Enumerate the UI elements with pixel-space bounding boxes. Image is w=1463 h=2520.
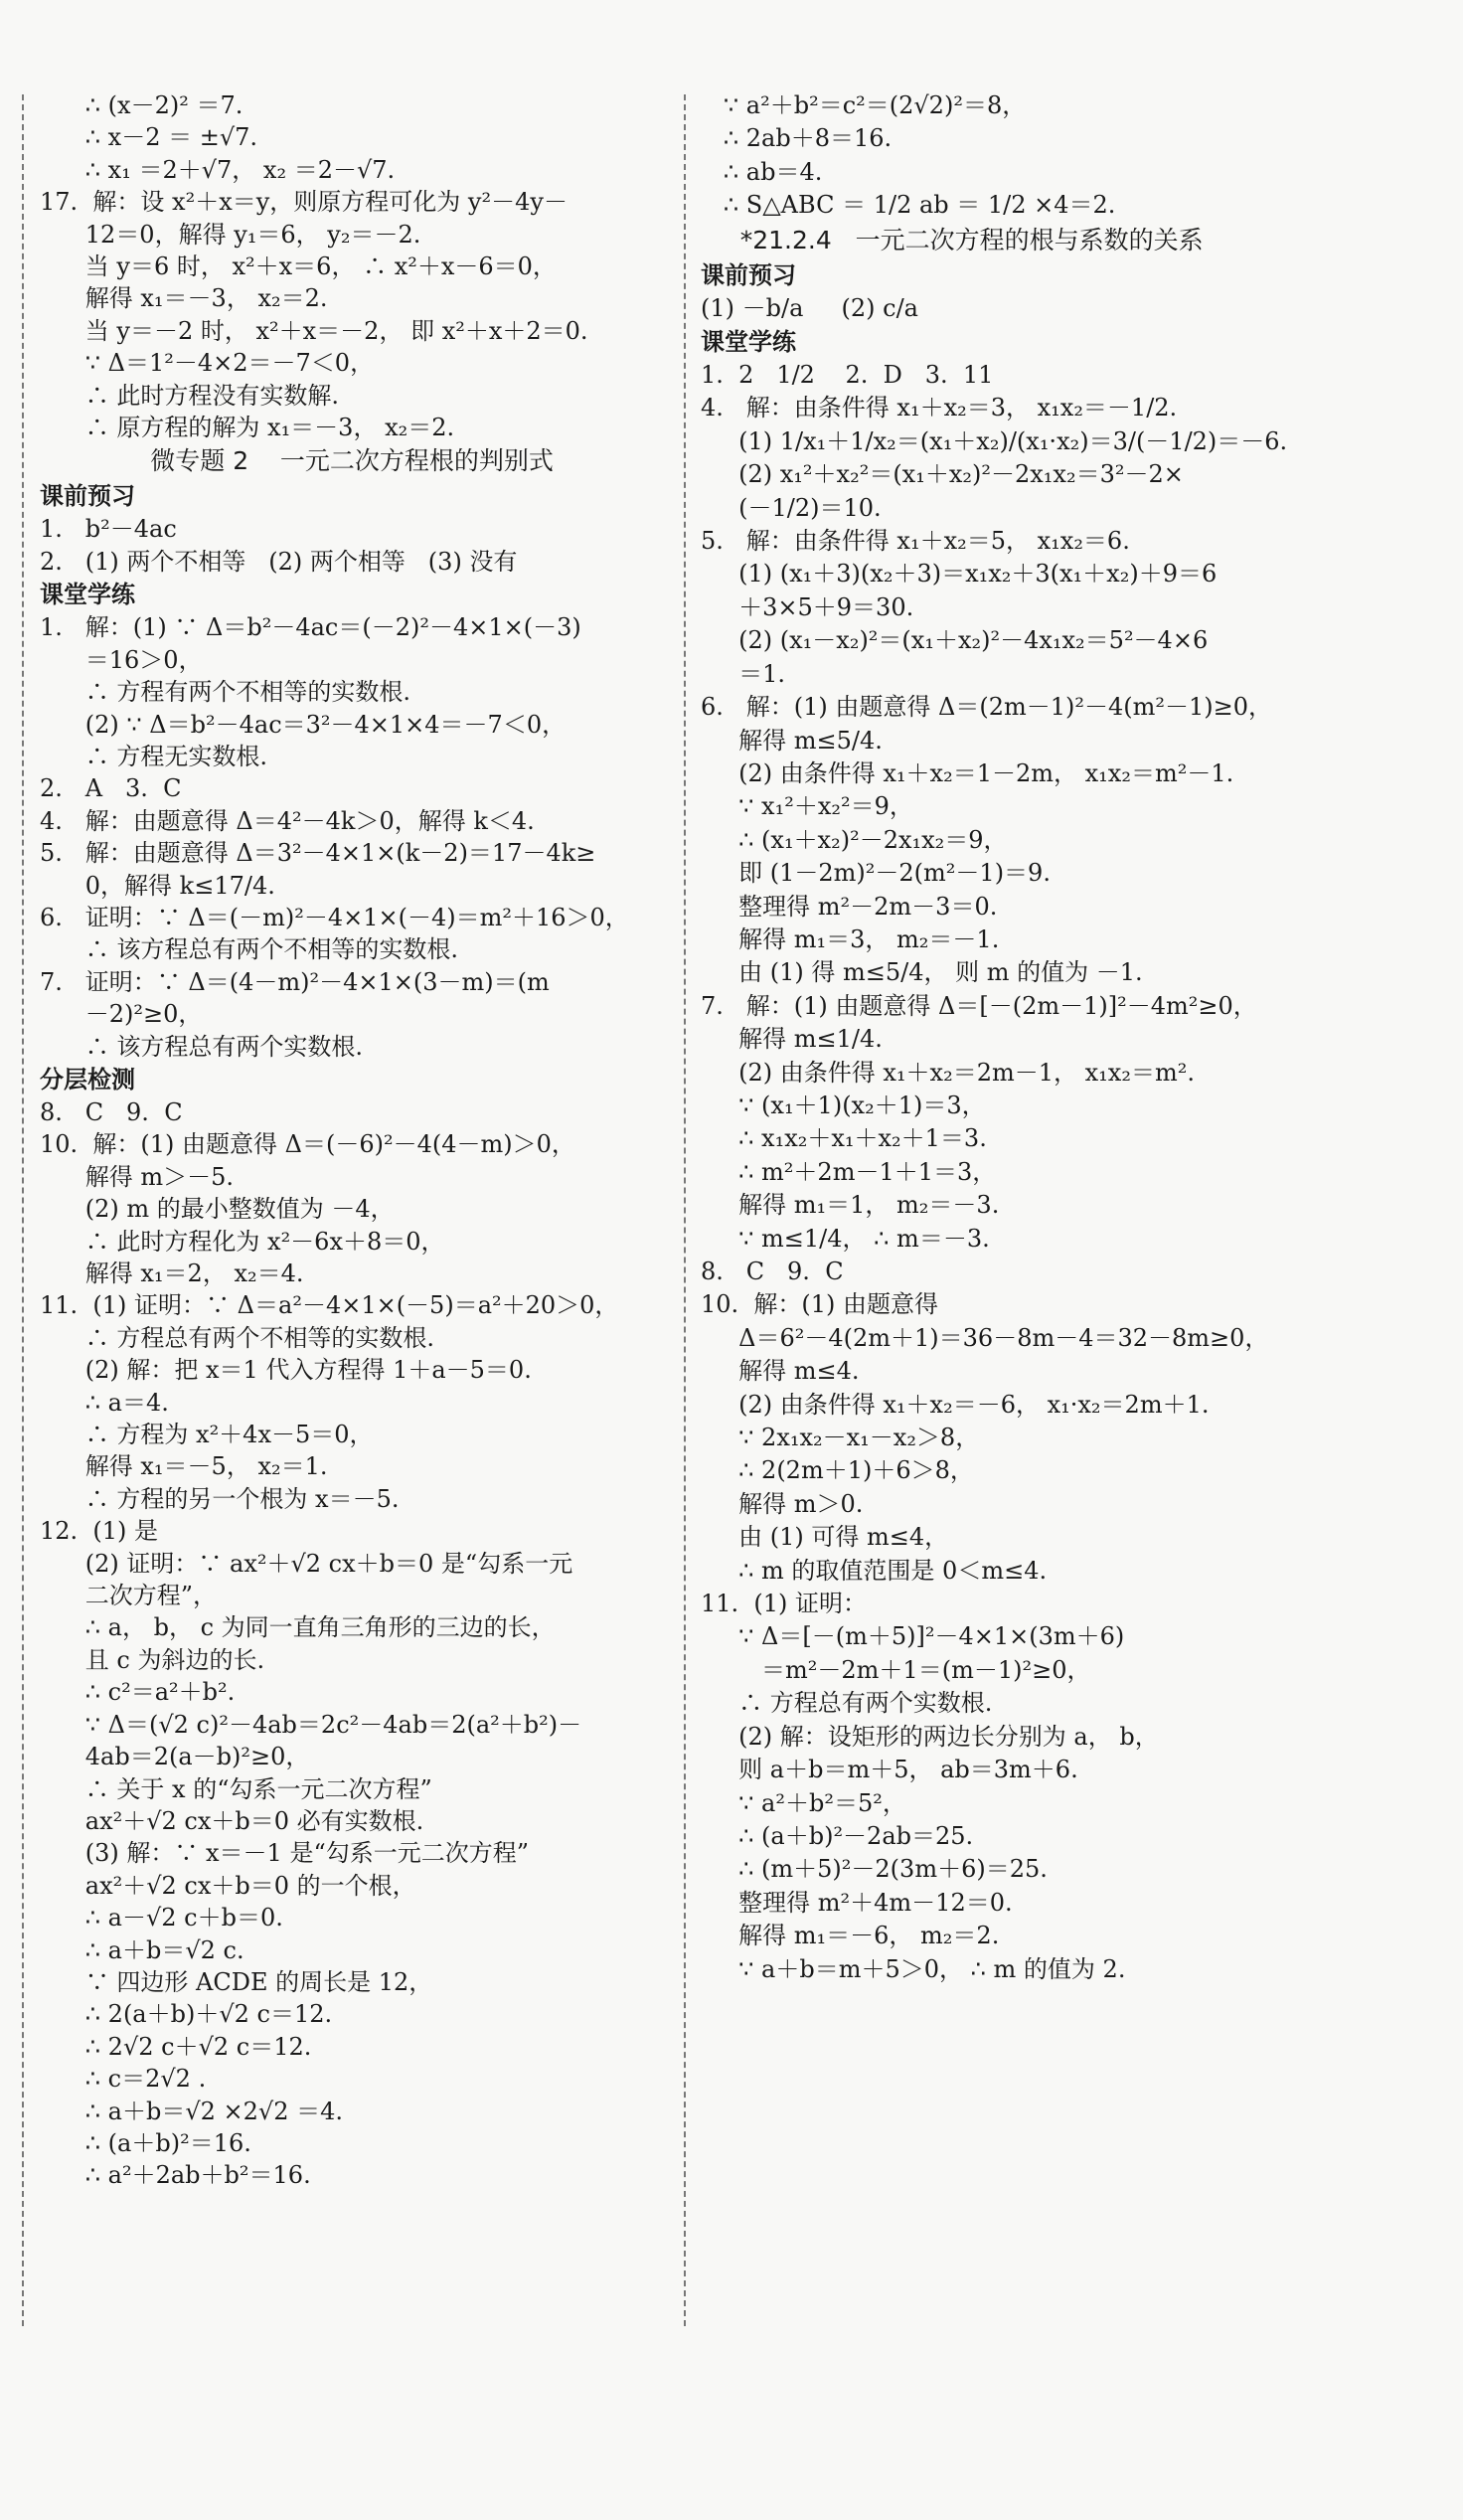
solution-line: 解得 m≤5/4. (701, 726, 883, 755)
solution-line: －2)²≥0， (40, 1000, 203, 1029)
solution-line: 7. 证明：∵ Δ＝(4－m)²－4×1×(3－m)＝(m (40, 967, 550, 996)
solution-line: ∴ x₁ ＝2＋√7， x₂ ＝2－√7. (40, 155, 396, 184)
solution-line: ∴ x－2 ＝ ±√7. (40, 123, 258, 152)
solution-line: ∴ a＋b＝√2 c. (40, 1935, 244, 1964)
solution-line: 二次方程”， (40, 1582, 218, 1610)
solution-line: ∵ (x₁＋1)(x₂＋1)＝3， (701, 1091, 986, 1119)
solution-line: ∴ (m＋5)²－2(3m＋6)＝25. (701, 1855, 1048, 1884)
solution-line: (2) ∵ Δ＝b²－4ac＝3²－4×1×4＝－7＜0， (40, 710, 567, 739)
solution-line: 由 (1) 可得 m≤4， (701, 1523, 949, 1552)
solution-line: 当 y＝6 时， x²＋x＝6， ∴ x²＋x－6＝0， (40, 252, 557, 281)
solution-line: (2) 解：设矩形的两边长分别为 a， b， (701, 1722, 1159, 1751)
solution-line: ∴ 方程有两个不相等的实数根. (40, 678, 411, 707)
solution-line: 解得 m₁＝3， m₂＝－1. (701, 924, 1000, 953)
left-column (40, 89, 656, 2192)
solution-line: 12＝0，解得 y₁＝6， y₂＝－2. (40, 220, 421, 249)
column-divider-dashed-line (684, 94, 686, 2326)
solution-line: (2) (x₁－x₂)²＝(x₁＋x₂)²－4x₁x₂＝5²－4×6 (701, 626, 1209, 655)
solution-line: (3) 解：∵ x＝－1 是“勾系一元二次方程” (40, 1839, 529, 1868)
solution-line: 解得 m≤4. (701, 1357, 860, 1386)
solution-line: ∴ m²＋2m－1＋1＝3， (701, 1157, 997, 1186)
solution-line: 12. (1) 是 (40, 1517, 159, 1546)
solution-line: 17. 解：设 x²＋x＝y，则原方程可化为 y²－4y－ (40, 188, 568, 217)
solution-line: ∴ (x－2)² ＝7. (40, 91, 244, 119)
section-heading: 课堂学练 (701, 328, 796, 357)
topic-title: 微专题 2 一元二次方程根的判别式 (40, 446, 554, 476)
solution-line: ∴ c＝2√2 . (40, 2065, 207, 2094)
solution-line: 2. A 3. C (40, 774, 182, 803)
solution-line: 则 a＋b＝m＋5， ab＝3m＋6. (701, 1756, 1078, 1784)
section-heading: 课前预习 (40, 482, 135, 511)
solution-line: ∴ S△ABC ＝ 1/2 ab ＝ 1/2 ×4＝2. (701, 191, 1116, 220)
solution-line: ∴ (x₁＋x₂)²－2x₁x₂＝9， (701, 825, 1008, 854)
solution-line: 2. (1) 两个不相等 (2) 两个相等 (3) 没有 (40, 547, 518, 576)
solution-line: ∴ 关于 x 的“勾系一元二次方程” (40, 1774, 432, 1803)
solution-line: 4. 解：由题意得 Δ＝4²－4k＞0，解得 k＜4. (40, 806, 535, 835)
solution-line: ∵ Δ＝(√2 c)²－4ab＝2c²－4ab＝2(a²＋b²)－ (40, 1710, 582, 1739)
solution-line: 4. 解：由条件得 x₁＋x₂＝3， x₁x₂＝－1/2. (701, 394, 1178, 422)
solution-line: 11. (1) 证明：∵ Δ＝a²－4×1×(－5)＝a²＋20＞0， (40, 1291, 619, 1320)
solution-line: 解得 m＞0. (701, 1489, 864, 1518)
solution-line: ∵ a²＋b²＝5²， (701, 1788, 906, 1817)
solution-line: ∵ a＋b＝m＋5＞0， ∴ m 的值为 2. (701, 1954, 1126, 1983)
solution-line: 4ab＝2(a－b)²≥0， (40, 1743, 310, 1771)
solution-line: 解得 x₁＝2， x₂＝4. (40, 1260, 304, 1287)
solution-line: ∴ 方程总有两个实数根. (701, 1689, 993, 1718)
solution-line: 1. 解：(1) ∵ Δ＝b²－4ac＝(－2)²－4×1×(－3) (40, 613, 581, 642)
solution-line: ∵ Δ＝1²－4×2＝－7＜0， (40, 349, 375, 378)
solution-line: ∴ 方程无实数根. (40, 742, 268, 770)
solution-line: 5. 解：由题意得 Δ＝3²－4×1×(k－2)＝17－4k≥ (40, 839, 596, 868)
solution-line: (1) －b/a (2) c/a (701, 293, 918, 322)
solution-line: 10. 解：(1) 由题意得 (701, 1290, 939, 1319)
solution-line: 解得 m₁＝－6， m₂＝2. (701, 1922, 1000, 1950)
solution-line: 1. 2 1/2 2. D 3. 11 (701, 361, 994, 390)
solution-line: 解得 x₁＝－5， x₂＝1. (40, 1452, 328, 1481)
section-heading: 课前预习 (701, 260, 796, 289)
solution-line: 6. 证明：∵ Δ＝(－m)²－4×1×(－4)＝m²＋16＞0， (40, 903, 629, 931)
solution-line: ∴ c²＝a²＋b². (40, 1678, 236, 1707)
solution-line: 即 (1－2m)²－2(m²－1)＝9. (701, 859, 1051, 888)
solution-line: ∴ 此时方程没有实数解. (40, 381, 340, 410)
solution-line: ∴ a²＋2ab＋b²＝16. (40, 2161, 311, 2190)
solution-line: 当 y＝－2 时， x²＋x＝－2， 即 x²＋x＋2＝0. (40, 316, 588, 345)
solution-line: ∴ 方程为 x²＋4x－5＝0， (40, 1421, 374, 1449)
solution-line: ∴ a－√2 c＋b＝0. (40, 1904, 283, 1932)
solution-line: ax²＋√2 cx＋b＝0 的一个根， (40, 1871, 416, 1900)
solution-line: (2) 解：把 x＝1 代入方程得 1＋a－5＝0. (40, 1356, 532, 1385)
solution-line: (1) (x₁＋3)(x₂＋3)＝x₁x₂＋3(x₁＋x₂)＋9＝6 (701, 560, 1218, 588)
solution-line: 由 (1) 得 m≤5/4， 则 m 的值为 －1. (701, 958, 1143, 987)
solution-line: (2) x₁²＋x₂²＝(x₁＋x₂)²－2x₁x₂＝3²－2× (701, 460, 1184, 489)
solution-line: ∴ 方程的另一个根为 x＝－5. (40, 1484, 400, 1513)
solution-line: 整理得 m²－2m－3＝0. (701, 892, 998, 921)
solution-line: Δ＝6²－4(2m＋1)＝36－8m－4＝32－8m≥0， (701, 1323, 1269, 1352)
solution-line: (2) 证明：∵ ax²＋√2 cx＋b＝0 是“勾系一元 (40, 1549, 573, 1578)
topic-title: *21.2.4 一元二次方程的根与系数的关系 (701, 225, 1204, 254)
solution-line: ∴ (a＋b)²＝16. (40, 2128, 251, 2157)
solution-line: ∵ 四边形 ACDE 的周长是 12， (40, 1967, 433, 1996)
solution-line: ∴ (a＋b)²－2ab＝25. (701, 1821, 974, 1850)
solution-line: ∴ 2(a＋b)＋√2 c＝12. (40, 2000, 333, 2029)
solution-line: ＝16＞0， (40, 645, 203, 674)
solution-line: (1) 1/x₁＋1/x₂＝(x₁＋x₂)/(x₁·x₂)＝3/(－1/2)＝－6. (701, 426, 1288, 455)
solution-line: ＋3×5＋9＝30. (701, 592, 914, 621)
solution-line: ∴ 2(2m＋1)＋6＞8， (701, 1456, 974, 1485)
solution-line: ∴ 原方程的解为 x₁＝－3， x₂＝2. (40, 414, 455, 442)
solution-line: ∵ Δ＝[－(m＋5)]²－4×1×(3m＋6) (701, 1622, 1125, 1651)
solution-line: 整理得 m²＋4m－12＝0. (701, 1888, 1013, 1917)
solution-line: (2) 由条件得 x₁＋x₂＝－6， x₁·x₂＝2m＋1. (701, 1390, 1210, 1419)
solution-line: ax²＋√2 cx＋b＝0 必有实数根. (40, 1806, 424, 1835)
solution-line: 解得 m₁＝1， m₂＝－3. (701, 1191, 1000, 1220)
solution-line: ∵ x₁²＋x₂²＝9， (701, 792, 913, 821)
solution-line: (2) m 的最小整数值为 －4， (40, 1195, 395, 1224)
solution-line: ∵ 2x₁x₂－x₁－x₂＞8， (701, 1424, 980, 1452)
solution-line: ＝1. (701, 659, 786, 688)
solution-line: 7. 解：(1) 由题意得 Δ＝[－(2m－1)]²－4m²≥0， (701, 991, 1257, 1020)
right-column (701, 89, 1416, 1986)
solution-line: ∴ a＋b＝√2 ×2√2 ＝4. (40, 2097, 344, 2125)
solution-line: 0，解得 k≤17/4. (40, 871, 275, 900)
solution-line: 解得 x₁＝－3， x₂＝2. (40, 284, 328, 313)
solution-line: ∴ 2√2 c＋√2 c＝12. (40, 2032, 312, 2061)
left-margin-dashed-line (22, 94, 24, 2326)
solution-line: 解得 m＞－5. (40, 1162, 235, 1191)
section-heading: 分层检测 (40, 1065, 135, 1093)
solution-line: ∵ a²＋b²＝c²＝(2√2)²＝8， (701, 91, 1027, 119)
solution-line: 8. C 9. C (40, 1097, 183, 1126)
solution-line: 11. (1) 证明： (701, 1590, 868, 1618)
solution-line: ∴ m 的取值范围是 0＜m≤4. (701, 1556, 1048, 1585)
solution-line: 1. b²－4ac (40, 515, 177, 544)
solution-line: 解得 m≤1/4. (701, 1025, 883, 1054)
solution-line: 8. C 9. C (701, 1258, 844, 1285)
solution-line: 且 c 为斜边的长. (40, 1645, 265, 1674)
solution-line: 6. 解：(1) 由题意得 Δ＝(2m－1)²－4(m²－1)≥0， (701, 693, 1273, 722)
solution-line: ∵ m≤1/4， ∴ m＝－3. (701, 1224, 990, 1253)
solution-line: ∴ 该方程总有两个不相等的实数根. (40, 935, 459, 964)
solution-line: ∴ a＝4. (40, 1388, 169, 1417)
solution-line: ∴ ab＝4. (701, 157, 823, 186)
solution-line: ∴ x₁x₂＋x₁＋x₂＋1＝3. (701, 1124, 987, 1153)
solution-line: (－1/2)＝10. (701, 493, 882, 522)
solution-line: ∴ 该方程总有两个实数根. (40, 1032, 364, 1061)
solution-line: ∴ 方程总有两个不相等的实数根. (40, 1323, 435, 1352)
solution-line: (2) 由条件得 x₁＋x₂＝1－2m， x₁x₂＝m²－1. (701, 758, 1234, 787)
solution-line: 10. 解：(1) 由题意得 Δ＝(－6)²－4(4－m)＞0， (40, 1130, 575, 1159)
solution-line: ＝m²－2m＋1＝(m－1)²≥0， (701, 1655, 1091, 1684)
solution-line: 5. 解：由条件得 x₁＋x₂＝5， x₁x₂＝6. (701, 527, 1130, 556)
solution-line: ∴ a， b， c 为同一直角三角形的三边的长， (40, 1613, 556, 1642)
solution-line: ∴ 2ab＋8＝16. (701, 124, 893, 153)
section-heading: 课堂学练 (40, 581, 135, 609)
solution-line: (2) 由条件得 x₁＋x₂＝2m－1， x₁x₂＝m². (701, 1058, 1195, 1087)
solution-line: ∴ 此时方程化为 x²－6x＋8＝0， (40, 1227, 445, 1256)
